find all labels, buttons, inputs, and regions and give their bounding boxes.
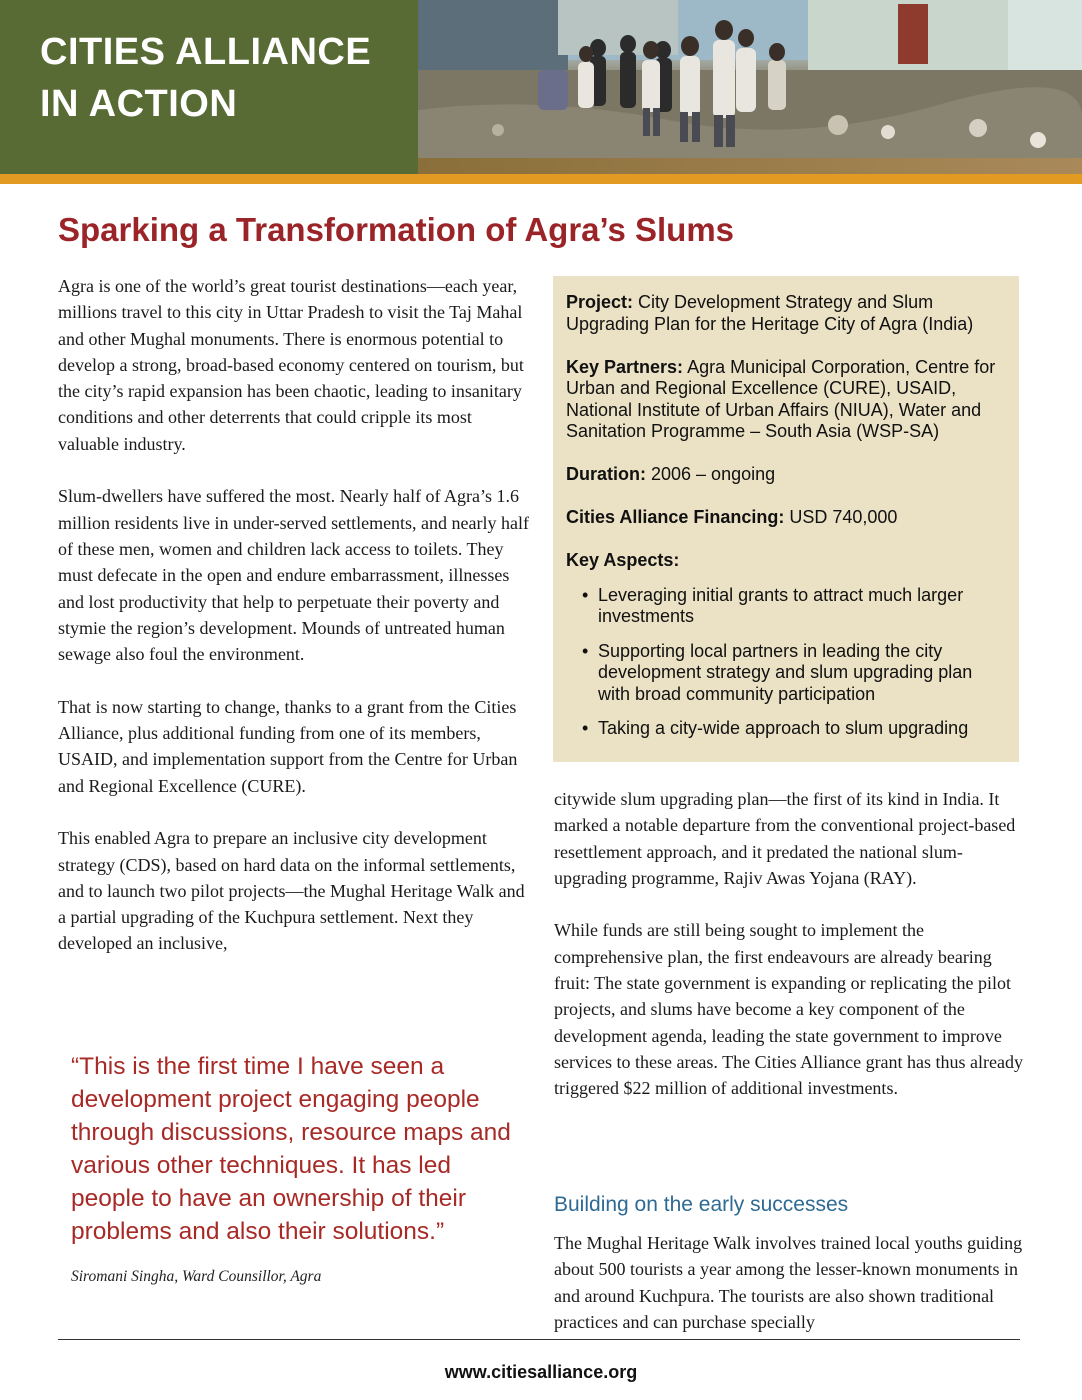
aspect-item [566, 641, 1005, 706]
aspect-text: Leveraging initial grants to attract much larger investments [598, 584, 964, 626]
right-paragraph-2: While funds are still being sought to implement the comprehensive plan, the first endeavours are already bearing fruit: The state government is expanding or replicating the pilot projects, and slums have become a key component of the development agenda, leading the state government to improve services to these areas. The Cities Alliance grant has thus already triggered $22 million of additional investments. [554, 920, 1024, 1099]
bullet-icon: • [582, 640, 589, 661]
project-value: City Development Strategy and Slum Upgrading Plan for the Heritage City of Agra (India) [566, 292, 974, 334]
header-title-line1: CITIES ALLIANCE [40, 31, 372, 73]
pull-quote: “This is the first time I have seen a development project engaging people through discussions, resource maps and various other techniques. It has led people to have an ownership of their problems and also their solutions.” [71, 1053, 511, 1245]
right-paragraph-1: citywide slum upgrading plan—the first of its kind in India. It marked a notable departure from the conventional project-based resettlement approach, and it predated the national slum-upgrading programme, Rajiv Awas Yojana (RAY). [554, 789, 1016, 888]
footer-url-link[interactable]: www.citiesalliance.org [444, 1362, 638, 1382]
header-title-block [0, 0, 418, 174]
aspect-item [566, 585, 1005, 628]
left-paragraph-4: This enabled Agra to prepare an inclusive city development strategy (CDS), based on hard data on the informal settlements, and to launch two pilot projects—the Mughal Heritage Walk and a partial upgrading of the Kuchpura settlement. Next they developed an inclusive, [58, 828, 525, 954]
project-info [566, 292, 1005, 335]
aspects-list [566, 585, 1005, 740]
page-title: Sparking a Transformation of Agra’s Slums [58, 211, 735, 248]
right-paragraph-3: The Mughal Heritage Walk involves trained local youths guiding about 500 tourists a year among the lesser-known monuments in and around Kuchpura. The tourists are also shown traditional practices and can purchase specially [554, 1233, 1023, 1332]
aspect-item [566, 718, 1005, 740]
left-paragraph-2: Slum-dwellers have suffered the most. Nearly half of Agra’s 1.6 million residents live in under-served settlements, and nearly half of these men, women and children lack access to toilets. They must defecate in the open and endure embarrassment, illnesses and lost productivity that help to perpetuate their poverty and stymie the region’s development. Mounds of untreated human sewage also foul the environment. [58, 486, 530, 665]
crowd-photo-icon [418, 0, 1082, 158]
left-paragraph-3: That is now starting to change, thanks to a grant from the Cities Alliance, plus additional funding from one of its members, USAID, and implementation support from the Centre for Urban and Regional Excellence (CURE). [58, 696, 518, 796]
project-label: Project: [566, 292, 634, 312]
duration-label: Duration: [566, 464, 646, 484]
header-title-line2: IN ACTION [40, 83, 238, 125]
partners-value: Agra Municipal Corporation, Centre for Urban and Regional Excellence (CURE), USAID, National Institute of Urban Affairs (NIUA), Water and Sanitation Programme – South Asia (WSP-SA) [566, 356, 996, 441]
duration-info [566, 464, 1005, 486]
header-title [40, 26, 371, 130]
financing-label: Cities Alliance Financing: [566, 507, 785, 527]
header-photo [418, 0, 1082, 158]
quote-attribution: Siromani Singha, Ward Counsillor, Agra [71, 1268, 322, 1285]
partners-info [566, 357, 1005, 443]
bullet-icon: • [582, 584, 589, 605]
duration-value: 2006 – ongoing [646, 464, 776, 484]
financing-info [566, 507, 1005, 529]
right-column [554, 786, 1029, 1128]
financing-value: USD 740,000 [784, 507, 898, 527]
aspect-text: Supporting local partners in leading the city development strategy and slum upgrading plan with broad community participation [598, 640, 973, 704]
partners-label: Key Partners: [566, 356, 684, 377]
left-column [58, 273, 533, 983]
bullet-icon: • [582, 718, 589, 738]
aspect-text: Taking a city-wide approach to slum upgrading [598, 718, 969, 738]
footer-divider [58, 1339, 1020, 1340]
project-info-box [553, 276, 1019, 762]
aspects-label: Key Aspects: [566, 550, 680, 570]
right-column-continued [554, 1230, 1029, 1361]
header-accent-rule [0, 174, 1082, 184]
section-subheading: Building on the early successes [554, 1193, 849, 1216]
header-photo-band [418, 158, 1082, 174]
left-paragraph-1: Agra is one of the world’s great tourist destinations—each year, millions travel to this city in Uttar Pradesh to visit the Taj Mahal and other Mughal monuments. There is enormous potential to develop a strong, broad-based economy centered on tourism, but the city’s rapid expansion has been chaotic, leading to insanitary conditions and other deterrents that could cripple its most valuable industry. [58, 276, 524, 454]
